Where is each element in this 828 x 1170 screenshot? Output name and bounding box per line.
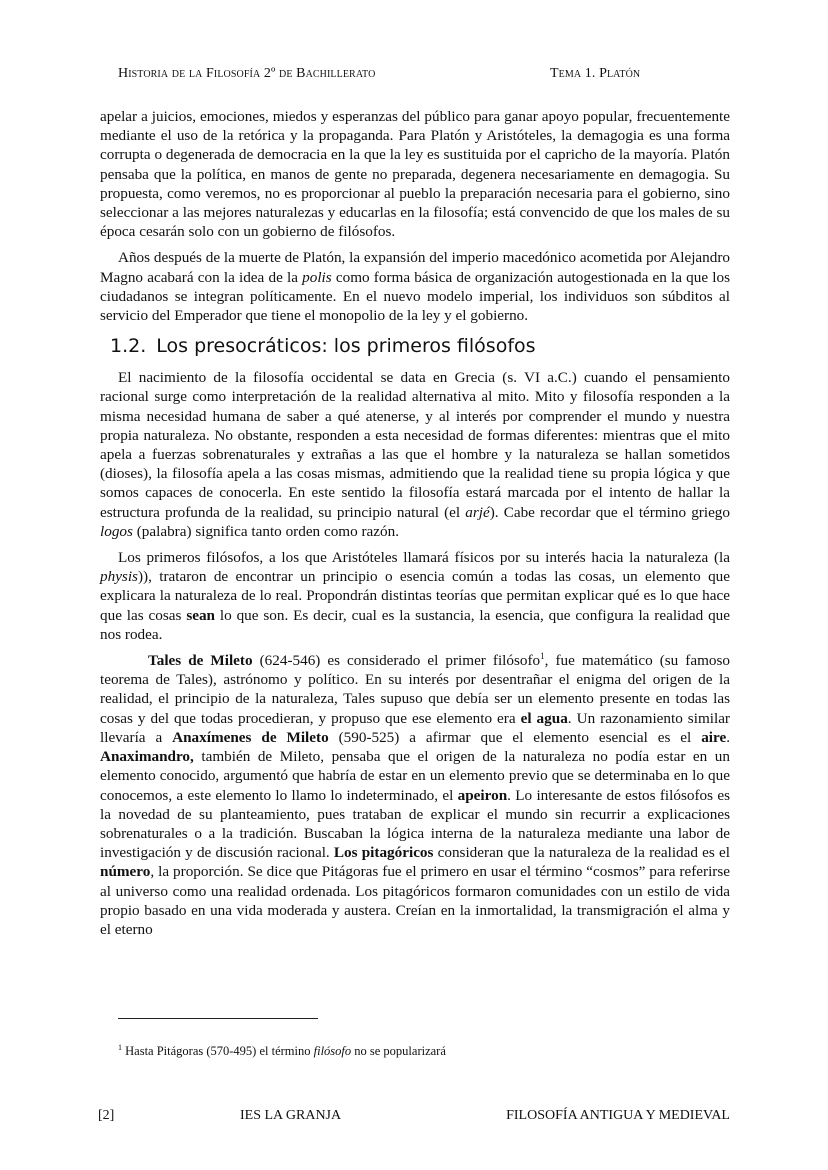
name-anaximandro: Anaximandro, [100,748,194,766]
term-numero: número [100,863,151,881]
footnote-mark: 1 [118,1042,122,1052]
footer-school: IES LA GRANJA [240,1108,342,1123]
footnote-text: Hasta Pitágoras (570-495) el término [122,1044,314,1058]
paragraph-milesios [100,651,730,939]
text-run: ). Cabe recordar que el término griego [489,503,730,521]
page-body [100,107,730,939]
section-number: 1.2. [110,335,147,358]
text-run: El nacimiento de la filosofía occidental se data en Grecia (s. VI a.C.) cuando el pensamiento racional surge como interpretación de la realidad alternativa al mito. Mito y filosofía responden a la misma necesidad humana de saber a qué atenerse, y al interés por comprender el mundo y nuestra propia naturaleza. No obstante, responden a esta necesidad de formas diferentes: mientras que el mito apela a fuerzas sobrenaturales y extrañas a las que el hombre y la naturaleza se hallan sometidos (dioses), la filosofía apela a las cosas mismas, admitiendo que la realidad tiene su propia lógica y que somos capaces de conocerla. En este sentido la filosofía estará marcada por el intento de hallar la estructura profunda de la realidad, su principio natural (el [100,369,730,521]
term-polis: polis [302,268,332,286]
footnote-text: no se popularizará [351,1044,446,1058]
section-heading [110,334,730,358]
name-pitagoricos: Los pitagóricos [333,844,434,862]
name-anaximenes: Anaxímenes de Mileto [172,728,329,746]
text-run: (624-546) es considerado el primer filósofo [252,652,541,670]
term-sean: sean [186,606,216,624]
page-number: [2] [98,1108,115,1123]
text-run: )), trataron de encontrar un principio o esencia común a todas las cosas, un elemento que explicara la naturaleza de lo real. Propondrán distintas teorías que permitan explicar qué es lo que hace que las cosas [100,568,730,624]
header-topic-title: Tema 1. Platón [550,66,641,81]
term-arje: arjé [465,503,490,521]
name-tales: Tales de Mileto [148,652,253,670]
footnote-term: filósofo [313,1044,352,1058]
paragraph-nacimiento-filosofia [100,368,730,541]
text-run: , la proporción. Se dice que Pitágoras fue el primero en usar el término “cosmos” para referirse al universo como una realidad ordenada. Los pitagóricos formaron comunidades con un estilo de vida propio basado en una vida moderada y austera. Creían en la inmortalidad, la transmigración el alma y el eterno [100,863,730,938]
page-header [118,66,728,86]
paragraph-demagogia: apelar a juicios, emociones, miedos y esperanzas del público para ganar apoyo popular, frecuentemente mediante el uso de la retórica y la propaganda. Para Platón y Aristóteles, la demagogia es una forma corrupta o degenerada de democracia en la que la ley es sustituida por el capricho de la mayoría. Platón pensaba que la política, en manos de gente no preparada, degenera necesariamente en demagogia. Su propuesta, como veremos, no es proporcionar al pueblo la preparación necesaria para el gobierno, sino seleccionar a las mejores naturalezas y educarlas en la filosofía; está convencido de que los males de su época cesarán solo con un gobierno de filósofos. [100,108,730,241]
footnote-separator [118,1018,318,1019]
term-apeiron: apeiron [457,786,508,804]
text-run: . [726,728,731,746]
section-title: Los presocráticos: los primeros filósofos [156,335,536,358]
text-run: . Un razonamiento similar llevaría a [100,709,730,746]
text-run: . Lo interesante de estos filósofos es la novedad de su planteamiento, pues trataban de explicar el mundo sin recurrir a explicaciones sobrenaturales o a la tradición. Buscaban la lógica interna de la naturaleza mediante una labor de investigación y de discusión racional. [100,786,730,862]
footnote-reference[interactable]: 1 [540,651,545,662]
paragraph-primeros-filosofos [100,548,730,644]
text-run: como forma básica de organización autogestionada en la que los ciudadanos se integran políticamente. En el nuevo modelo imperial, los individuos son súbditos al servicio del Emperador que tiene el monopolio de la ley y el gobierno. [100,268,730,325]
text-run: (palabra) significa tanto orden como razón. [132,522,400,540]
text-run: consideran que la naturaleza de la realidad es el [433,844,730,862]
footnote [118,1044,446,1059]
text-run: también de Mileto, pensaba que el origen de la naturaleza no podía estar en un elemento conocido, argumentó que habría de estar en un elemento previo que se determinaba en lo que conocemos, a este elemento lo llamo lo indeterminado, el [100,748,730,804]
term-physis: physis [100,568,138,586]
term-aire: aire [701,728,727,746]
text-run: lo que son. Es decir, cual es la sustancia, la esencia, que configura la realidad que nos rodea. [100,606,730,643]
paragraph-imperio [100,248,730,325]
term-logos: logos [100,522,133,540]
text-run: Los primeros filósofos, a los que Aristóteles llamará físicos por su interés hacia la naturaleza (la [118,549,730,567]
text-run: Años después de la muerte de Platón, la expansión del imperio macedónico acometida por Alejandro Magno acabará con la idea de la [100,249,730,286]
text-run: , fue matemático (su famoso teorema de Tales), astrónomo y político. En su interés por desentrañar el enigma del origen de la realidad, el principio de la naturaleza, Tales supuso que debía ser un elemento presente en todas las cosas y del que todas procedieran, y propuso que ese elemento era [100,652,730,727]
text-run: (590-525) a afirmar que el elemento esencial es el [328,728,702,746]
term-agua: el agua [520,709,568,727]
header-course-title: Historia de la Filosofía 2º de Bachillerato [118,66,376,81]
footer-subject: FILOSOFÍA ANTIGUA Y MEDIEVAL [506,1108,730,1123]
